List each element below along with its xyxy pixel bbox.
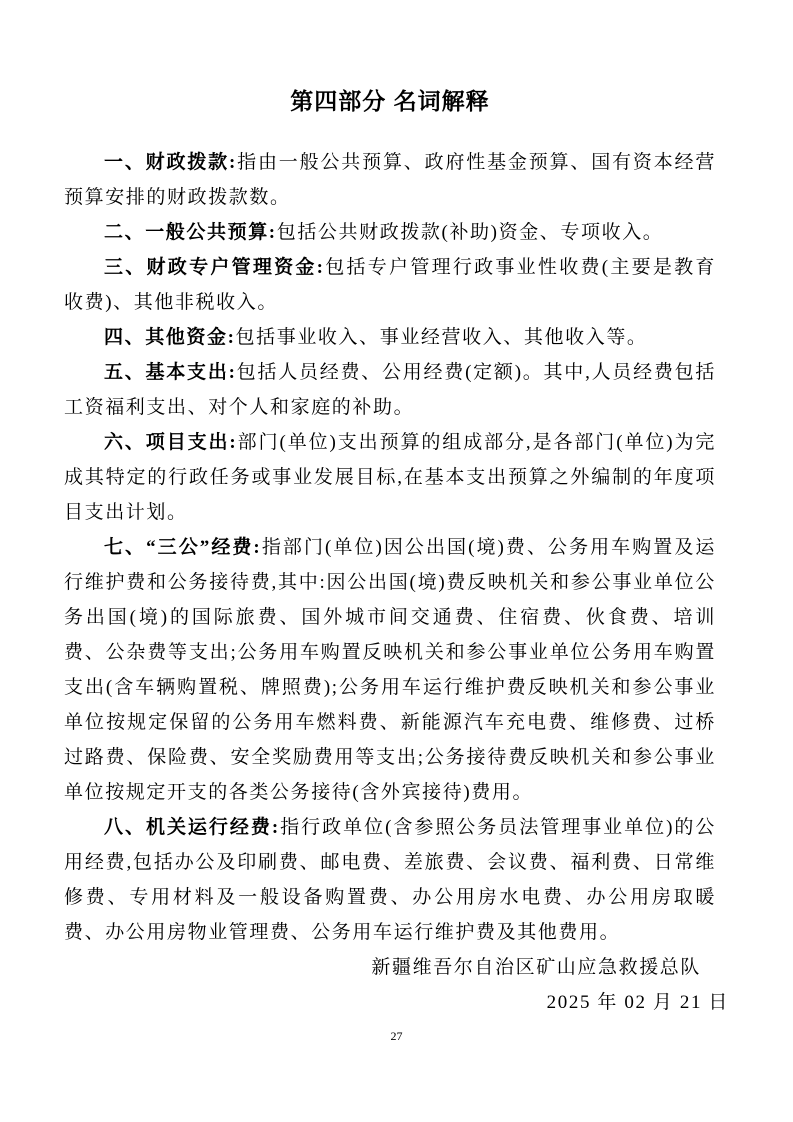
definition-paragraph xyxy=(64,530,716,810)
term-label: 三、财政专户管理资金: xyxy=(104,257,325,278)
term-definition: 指行政单位(含参照公务员法管理事业单位)的公用经费,包括办公及印刷费、邮电费、差旅费、会议费、福利费、日常维修费、专用材料及一般设备购置费、办公用房水电费、办公用房取暖费、办公用房物业管理费、公务用车运行维护费及其他费用。 xyxy=(64,817,717,943)
term-definition: 包括事业收入、事业经营收入、其他收入等。 xyxy=(235,327,648,348)
definition-paragraph xyxy=(64,145,716,215)
term-label: 八、机关运行经费: xyxy=(104,817,280,838)
term-definition: 包括专户管理行政事业性收费(主要是教育收费)、其他非税收入。 xyxy=(64,257,716,313)
page-number: 27 xyxy=(390,1029,403,1043)
signature-block xyxy=(64,950,729,1020)
signature-date: 2025 年 02 月 21 日 xyxy=(546,992,729,1013)
term-definition: 包括人员经费、公用经费(定额)。其中,人员经费包括工资福利支出、对个人和家庭的补助。 xyxy=(64,362,717,418)
term-label: 五、基本支出: xyxy=(104,362,237,383)
document-content xyxy=(64,88,729,1020)
term-label: 一、财政拨款: xyxy=(104,152,237,173)
term-label: 七、“三公”经费: xyxy=(104,537,262,558)
definition-paragraph xyxy=(64,320,716,355)
term-label: 四、其他资金: xyxy=(104,327,236,348)
definition-paragraph xyxy=(64,810,716,950)
term-definition: 指部门(单位)因公出国(境)费、公务用车购置及运行维护费和公务接待费,其中:因公出国(境)费反映机关和参公事业单位公务出国(境)的国际旅费、国外城市间交通费、住宿费、伙食费、培训费、公杂费等支出;公务用车购置反映机关和参公事业单位公务用车购置支出(含车辆购置税、牌照费);公务用车运行维护费反映机关和参公事业单位按规定保留的公务用车燃料费、新能源汽车充电费、维修费、过桥过路费、保险费、安全奖励费用等支出;公务接待费反映机关和参公事业单位按规定开支的各类公务接待(含外宾接待)费用。 xyxy=(64,537,716,803)
term-definition: 部门(单位)支出预算的组成部分,是各部门(单位)为完成其特定的行政任务或事业发展目标,在基本支出预算之外编制的年度项目支出计划。 xyxy=(64,432,716,523)
definition-paragraph xyxy=(64,215,716,250)
definition-paragraph xyxy=(64,425,716,530)
term-label: 六、项目支出: xyxy=(104,432,238,453)
document-body xyxy=(64,145,716,950)
term-definition: 指由一般公共预算、政府性基金预算、国有资本经营预算安排的财政拨款数。 xyxy=(64,152,716,208)
definition-paragraph xyxy=(64,250,716,320)
term-definition: 包括公共财政拨款(补助)资金、专项收入。 xyxy=(276,222,664,243)
definition-paragraph xyxy=(64,355,716,425)
page-title: 第四部分 名词解释 xyxy=(290,88,490,114)
signature-organization: 新疆维吾尔自治区矿山应急救援总队 xyxy=(371,957,701,978)
term-label: 二、一般公共预算: xyxy=(104,222,277,243)
